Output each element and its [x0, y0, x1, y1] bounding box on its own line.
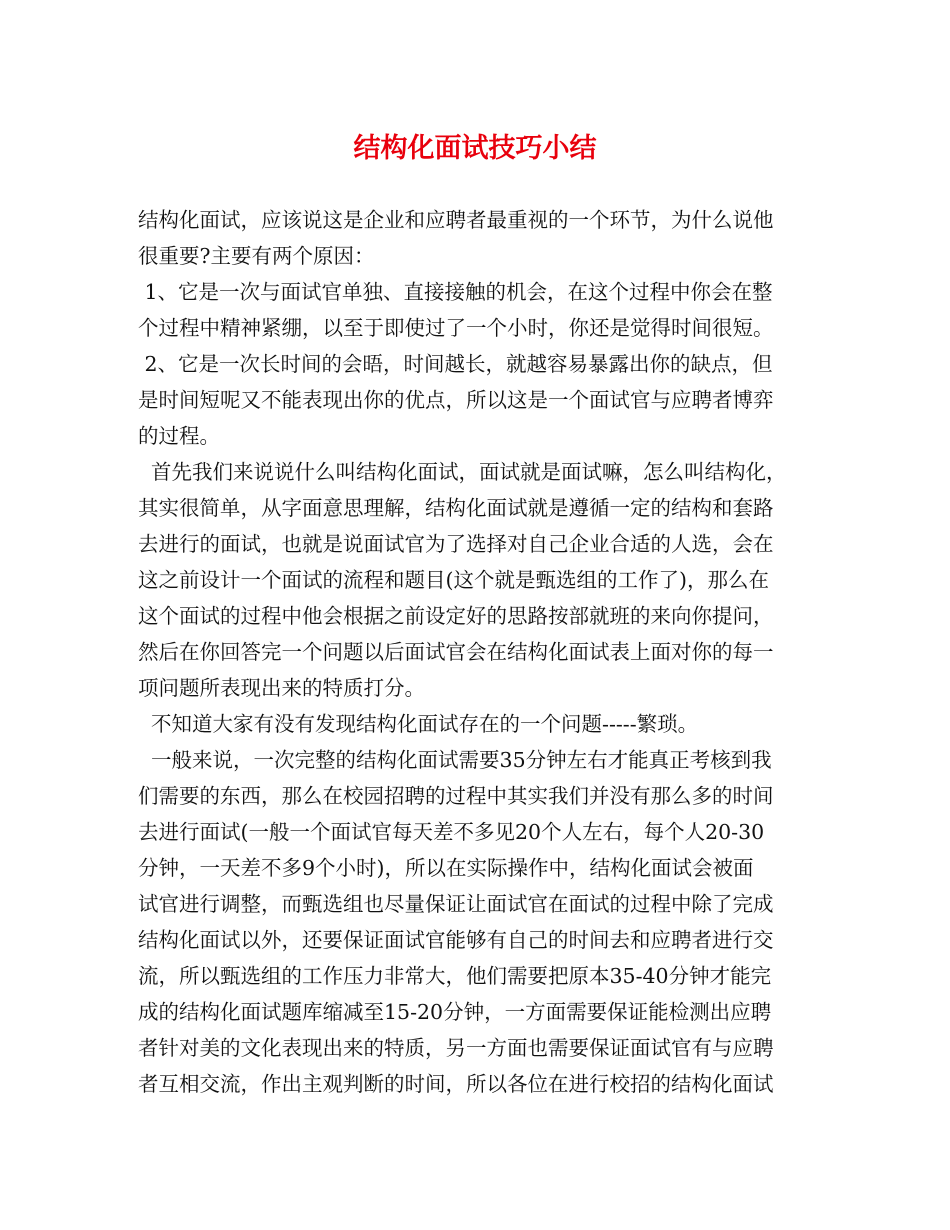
text-line: 试官进行调整，而甄选组也尽量保证让面试官在面试的过程中除了完成: [138, 892, 774, 916]
text-line: 不知道大家有没有发现结构化面试存在的一个问题-----繁琐。: [138, 712, 699, 736]
text-line: 项问题所表现出来的特质打分。: [138, 676, 425, 700]
text-line: 成的结构化面试题库缩减至15-20分钟，一方面需要保证能检测出应聘: [138, 1000, 772, 1024]
text-line: 这之前设计一个面试的流程和题目(这个就是甄选组的工作了)，那么在: [138, 568, 769, 592]
text-line: 者针对美的文化表现出来的特质，另一方面也需要保证面试官有与应聘: [138, 1036, 774, 1060]
text-line: 结构化面试以外，还要保证面试官能够有自己的时间去和应聘者进行交: [138, 928, 774, 952]
text-line: 1、它是一次与面试官单独、直接接触的机会，在这个过程中你会在整: [138, 280, 773, 304]
text-line: 首先我们来说说什么叫结构化面试，面试就是面试嘛，怎么叫结构化，: [138, 460, 787, 484]
document-body: [138, 202, 818, 1102]
text-line: 分钟，一天差不多9个小时)，所以在实际操作中，结构化面试会被面: [138, 856, 754, 880]
text-line: 然后在你回答完一个问题以后面试官会在结构化面试表上面对你的每一: [138, 640, 774, 664]
text-line: 一般来说，一次完整的结构化面试需要35分钟左右才能真正考核到我: [138, 748, 772, 772]
text-line: 是时间短呢又不能表现出你的优点，所以这是一个面试官与应聘者博弈: [138, 388, 774, 412]
document-title: 结构化面试技巧小结: [353, 133, 597, 164]
text-line: 个过程中精神紧绷，以至于即使过了一个小时，你还是觉得时间很短。: [138, 316, 774, 340]
text-line: 其实很简单，从字面意思理解，结构化面试就是遵循一定的结构和套路: [138, 496, 774, 520]
text-line: 们需要的东西，那么在校园招聘的过程中其实我们并没有那么多的时间: [138, 784, 774, 808]
text-line: 的过程。: [138, 424, 220, 448]
text-line: 这个面试的过程中他会根据之前设定好的思路按部就班的来向你提问，: [138, 604, 774, 628]
text-line: 流，所以甄选组的工作压力非常大，他们需要把原本35-40分钟才能完: [138, 964, 772, 988]
text-line: 2、它是一次长时间的会晤，时间越长，就越容易暴露出你的缺点，但: [138, 352, 773, 376]
text-line: 者互相交流，作出主观判断的时间，所以各位在进行校招的结构化面试: [138, 1072, 774, 1096]
text-line: 结构化面试，应该说这是企业和应聘者最重视的一个环节，为什么说他: [138, 208, 774, 232]
text-line: 去进行面试(一般一个面试官每天差不多见20个人左右，每个人20-30: [138, 820, 765, 844]
text-line: 很重要?主要有两个原因：: [138, 244, 375, 268]
text-line: 去进行的面试，也就是说面试官为了选择对自己企业合适的人选，会在: [138, 532, 774, 556]
